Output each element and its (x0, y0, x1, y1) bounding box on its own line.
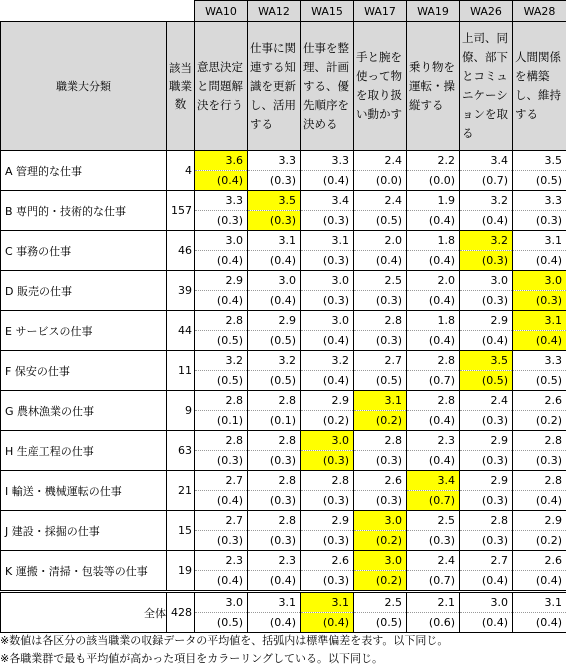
category-name: J 建設・採掘の仕事 (1, 511, 167, 551)
average-value: 3.5 (248, 191, 301, 211)
std-dev-value: (0.3) (513, 211, 566, 231)
std-dev-value: (0.7) (407, 571, 460, 592)
std-dev-value: (0.6) (407, 613, 460, 633)
average-value: 2.8 (354, 431, 407, 451)
average-value: 2.9 (301, 511, 354, 531)
category-name: A 管理的な仕事 (1, 151, 167, 191)
std-dev-value: (0.3) (248, 451, 301, 471)
average-value: 3.3 (301, 151, 354, 171)
average-value: 3.3 (195, 191, 248, 211)
average-value: 2.8 (248, 471, 301, 491)
average-row (1, 351, 566, 371)
count-header: 該当職業数 (167, 22, 195, 151)
std-dev-value: (0.3) (460, 291, 513, 311)
std-dev-value: (0.5) (195, 613, 248, 633)
column-description-row (1, 22, 566, 151)
average-value: 2.8 (248, 511, 301, 531)
column-code: WA19 (407, 1, 460, 22)
average-value: 3.0 (354, 511, 407, 531)
average-row (1, 271, 566, 291)
column-code: WA17 (354, 1, 407, 22)
average-value: 3.1 (248, 592, 301, 613)
average-value: 3.1 (354, 391, 407, 411)
job-count: 63 (167, 431, 195, 471)
note-line: ※数値は各区分の該当職業の収録データの平均値を、括弧内は標準偏差を表す。以下同じ。 (0, 634, 449, 647)
column-description: 仕事に関連する知識を更新し、活用する (248, 22, 301, 151)
average-value: 1.8 (407, 231, 460, 251)
average-value: 2.6 (301, 551, 354, 571)
average-value: 2.9 (301, 391, 354, 411)
job-count: 46 (167, 231, 195, 271)
column-description: 仕事を整理、計画する、優先順序を決める (301, 22, 354, 151)
std-dev-value: (0.3) (460, 251, 513, 271)
average-value: 2.8 (513, 431, 566, 451)
average-value: 2.8 (195, 311, 248, 331)
std-dev-value: (0.3) (354, 331, 407, 351)
average-value: 3.1 (513, 231, 566, 251)
average-value: 2.8 (460, 511, 513, 531)
std-dev-value: (0.4) (407, 451, 460, 471)
std-dev-value: (0.5) (513, 371, 566, 391)
average-value: 3.0 (195, 592, 248, 613)
std-dev-value: (0.4) (460, 613, 513, 633)
average-value: 2.9 (248, 311, 301, 331)
column-description: 上司、同僚、部下とコミュニケーションを取る (460, 22, 513, 151)
average-value: 2.6 (354, 471, 407, 491)
job-count: 15 (167, 511, 195, 551)
average-value: 2.8 (248, 391, 301, 411)
average-value: 2.5 (354, 271, 407, 291)
std-dev-value: (0.3) (248, 211, 301, 231)
std-dev-value: (0.3) (301, 491, 354, 511)
std-dev-value: (0.5) (248, 331, 301, 351)
std-dev-value: (0.4) (460, 571, 513, 592)
average-value: 1.8 (407, 311, 460, 331)
blank-corner (1, 1, 195, 22)
std-dev-value: (0.0) (354, 171, 407, 191)
std-dev-value: (0.4) (195, 491, 248, 511)
category-name: G 農林漁業の仕事 (1, 391, 167, 431)
std-dev-value: (0.4) (407, 211, 460, 231)
std-dev-value: (0.5) (195, 331, 248, 351)
average-value: 3.4 (460, 151, 513, 171)
average-value: 2.6 (513, 551, 566, 571)
std-dev-value: (0.3) (301, 451, 354, 471)
column-code: WA26 (460, 1, 513, 22)
std-dev-value: (0.4) (301, 171, 354, 191)
average-value: 1.9 (407, 191, 460, 211)
average-value: 3.6 (195, 151, 248, 171)
std-dev-value: (0.5) (195, 371, 248, 391)
std-dev-value: (0.4) (301, 331, 354, 351)
note-line: ※各職業群で最も平均値が高かった項目をカラーリングしている。以下同じ。 (0, 652, 383, 665)
std-dev-value: (0.5) (460, 371, 513, 391)
std-dev-value: (0.5) (354, 371, 407, 391)
job-count: 157 (167, 191, 195, 231)
average-value: 3.1 (248, 231, 301, 251)
std-dev-value: (0.4) (195, 291, 248, 311)
average-value: 2.9 (460, 471, 513, 491)
std-dev-value: (0.5) (513, 171, 566, 191)
std-dev-value: (0.3) (195, 531, 248, 551)
category-name: C 事務の仕事 (1, 231, 167, 271)
category-name: H 生産工程の仕事 (1, 431, 167, 471)
average-value: 3.5 (460, 351, 513, 371)
average-value: 2.9 (195, 271, 248, 291)
std-dev-value: (0.4) (354, 251, 407, 271)
std-dev-value: (0.3) (301, 291, 354, 311)
std-dev-value: (0.3) (248, 531, 301, 551)
std-dev-value: (0.2) (513, 531, 566, 551)
std-dev-value: (0.2) (301, 411, 354, 431)
average-value: 2.4 (354, 191, 407, 211)
column-code: WA15 (301, 1, 354, 22)
job-count: 11 (167, 351, 195, 391)
average-value: 2.8 (513, 471, 566, 491)
std-dev-value: (0.3) (407, 531, 460, 551)
column-code: WA10 (195, 1, 248, 22)
column-code: WA12 (248, 1, 301, 22)
std-dev-value: (0.3) (460, 491, 513, 511)
std-dev-value: (0.7) (407, 491, 460, 511)
average-value: 3.0 (460, 271, 513, 291)
category-name: B 専門的・技術的な仕事 (1, 191, 167, 231)
average-value: 3.1 (301, 231, 354, 251)
average-row (1, 551, 566, 571)
std-dev-value: (0.4) (513, 571, 566, 592)
std-dev-value: (0.4) (301, 613, 354, 633)
std-dev-value: (0.4) (513, 251, 566, 271)
std-dev-value: (0.5) (354, 211, 407, 231)
average-row (1, 391, 566, 411)
column-description: 乗り物を運転・操縦する (407, 22, 460, 151)
average-value: 2.8 (248, 431, 301, 451)
average-value: 3.3 (248, 151, 301, 171)
average-value: 3.2 (460, 231, 513, 251)
job-count: 21 (167, 471, 195, 511)
average-value: 2.8 (195, 431, 248, 451)
std-dev-value: (0.3) (513, 451, 566, 471)
std-dev-value: (0.1) (195, 411, 248, 431)
average-value: 3.0 (460, 592, 513, 613)
std-dev-value: (0.3) (460, 451, 513, 471)
average-value: 2.7 (354, 351, 407, 371)
std-dev-value: (0.4) (513, 491, 566, 511)
average-value: 3.0 (301, 311, 354, 331)
std-dev-value: (0.0) (407, 171, 460, 191)
average-value: 2.8 (407, 391, 460, 411)
job-count: 9 (167, 391, 195, 431)
job-count: 4 (167, 151, 195, 191)
column-code-row (1, 1, 566, 22)
std-dev-value: (0.4) (248, 251, 301, 271)
std-dev-value: (0.3) (248, 491, 301, 511)
std-dev-value: (0.1) (248, 411, 301, 431)
category-name: E サービスの仕事 (1, 311, 167, 351)
average-value: 2.7 (195, 511, 248, 531)
std-dev-value: (0.4) (460, 211, 513, 231)
std-dev-value: (0.4) (513, 331, 566, 351)
notes (0, 632, 448, 668)
average-value: 2.3 (407, 431, 460, 451)
std-dev-value: (0.5) (248, 371, 301, 391)
std-dev-value: (0.4) (195, 251, 248, 271)
average-value: 2.4 (407, 551, 460, 571)
average-value: 3.1 (513, 592, 566, 613)
std-dev-value: (0.4) (248, 291, 301, 311)
job-count: 428 (167, 592, 195, 633)
std-dev-value: (0.7) (460, 171, 513, 191)
std-dev-value: (0.4) (513, 613, 566, 633)
std-dev-value: (0.3) (248, 171, 301, 191)
column-description: 手と腕を使って物を取り扱い動かす (354, 22, 407, 151)
average-value: 3.2 (301, 351, 354, 371)
average-row (1, 471, 566, 491)
std-dev-value: (0.3) (301, 571, 354, 592)
category-name: F 保安の仕事 (1, 351, 167, 391)
std-dev-value: (0.4) (407, 251, 460, 271)
average-value: 2.9 (513, 511, 566, 531)
average-value: 2.1 (407, 592, 460, 613)
average-value: 3.0 (301, 271, 354, 291)
category-name: D 販売の仕事 (1, 271, 167, 311)
std-dev-value: (0.4) (407, 331, 460, 351)
std-dev-value: (0.4) (407, 411, 460, 431)
std-dev-value: (0.7) (407, 371, 460, 391)
average-value: 2.8 (195, 391, 248, 411)
average-value: 3.0 (301, 431, 354, 451)
average-value: 2.8 (354, 311, 407, 331)
average-row (1, 311, 566, 331)
total-label: 全体 (1, 592, 167, 633)
average-value: 2.0 (407, 271, 460, 291)
std-dev-value: (0.4) (301, 371, 354, 391)
average-value: 2.8 (407, 351, 460, 371)
average-value: 3.3 (513, 351, 566, 371)
std-dev-value: (0.3) (460, 531, 513, 551)
job-count: 44 (167, 311, 195, 351)
average-value: 3.2 (248, 351, 301, 371)
average-value: 2.3 (195, 551, 248, 571)
average-value: 3.0 (195, 231, 248, 251)
average-row (1, 511, 566, 531)
column-code: WA28 (513, 1, 566, 22)
average-value: 3.4 (301, 191, 354, 211)
average-value: 3.3 (513, 191, 566, 211)
average-row (1, 592, 566, 613)
std-dev-value: (0.4) (407, 291, 460, 311)
average-value: 3.5 (513, 151, 566, 171)
average-value: 3.0 (354, 551, 407, 571)
std-dev-value: (0.2) (354, 531, 407, 551)
std-dev-value: (0.3) (354, 451, 407, 471)
average-row (1, 231, 566, 251)
average-value: 2.3 (248, 551, 301, 571)
average-value: 2.7 (460, 551, 513, 571)
std-dev-value: (0.4) (460, 331, 513, 351)
average-value: 2.7 (195, 471, 248, 491)
std-dev-value: (0.2) (513, 411, 566, 431)
column-description: 意思決定と問題解決を行う (195, 22, 248, 151)
category-name: K 運搬・清掃・包装等の仕事 (1, 551, 167, 592)
std-dev-value: (0.2) (354, 411, 407, 431)
category-name: I 輸送・機械運転の仕事 (1, 471, 167, 511)
average-value: 3.1 (301, 592, 354, 613)
average-value: 3.2 (195, 351, 248, 371)
average-value: 2.5 (354, 592, 407, 613)
std-dev-value: (0.3) (301, 251, 354, 271)
average-value: 2.6 (513, 391, 566, 411)
std-dev-value: (0.3) (195, 211, 248, 231)
average-row (1, 431, 566, 451)
average-row (1, 151, 566, 171)
std-dev-value: (0.4) (195, 571, 248, 592)
average-value: 2.4 (354, 151, 407, 171)
job-count: 39 (167, 271, 195, 311)
std-dev-value: (0.4) (195, 171, 248, 191)
std-dev-value: (0.4) (248, 571, 301, 592)
std-dev-value: (0.4) (248, 613, 301, 633)
std-dev-value: (0.2) (354, 571, 407, 592)
average-value: 2.2 (407, 151, 460, 171)
std-dev-value: (0.5) (354, 613, 407, 633)
average-value: 3.0 (248, 271, 301, 291)
average-value: 3.2 (460, 191, 513, 211)
std-dev-value: (0.3) (301, 531, 354, 551)
average-value: 2.8 (301, 471, 354, 491)
average-value: 2.0 (354, 231, 407, 251)
std-dev-value: (0.3) (354, 491, 407, 511)
average-value: 2.9 (460, 431, 513, 451)
std-dev-value: (0.3) (513, 291, 566, 311)
average-value: 2.5 (407, 511, 460, 531)
average-value: 2.4 (460, 391, 513, 411)
table-body (1, 151, 566, 633)
std-dev-value: (0.3) (301, 211, 354, 231)
column-description: 人間関係を構築し、維持する (513, 22, 566, 151)
job-count: 19 (167, 551, 195, 592)
average-value: 3.0 (513, 271, 566, 291)
std-dev-value: (0.3) (354, 291, 407, 311)
average-value: 3.1 (513, 311, 566, 331)
average-value: 2.9 (460, 311, 513, 331)
category-header: 職業大分類 (1, 22, 167, 151)
average-value: 3.4 (407, 471, 460, 491)
average-row (1, 191, 566, 211)
std-dev-value: (0.3) (195, 451, 248, 471)
std-dev-value: (0.3) (460, 411, 513, 431)
